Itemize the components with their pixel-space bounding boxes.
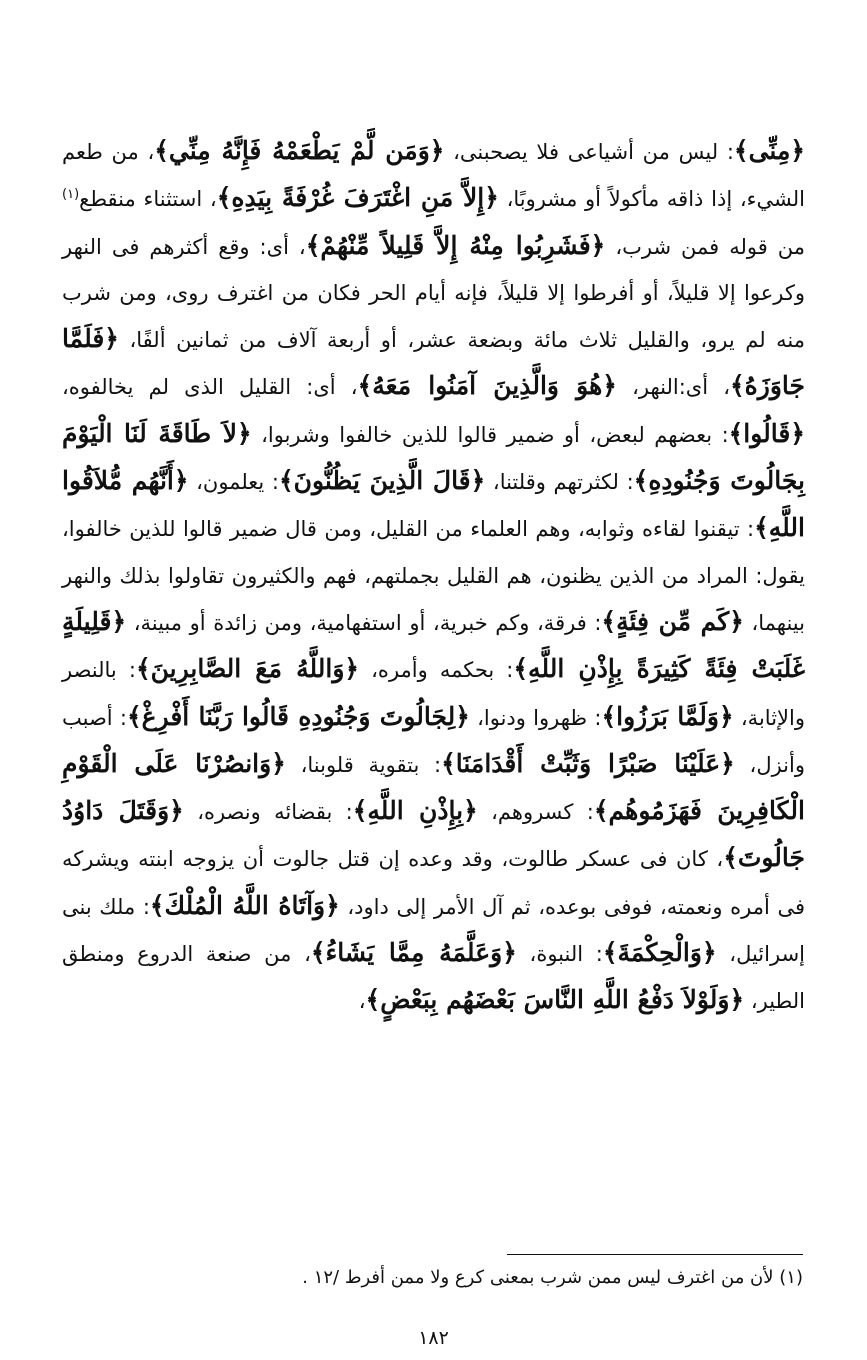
commentary-text: : بقضائه ونصره، [183,800,353,825]
commentary-text: من قوله فمن شرب، [605,234,805,259]
quran-quote: ﴿وَعَلَّمَهُ مِمَّا يَشَاءُ﴾ [310,938,517,968]
quran-quote: ﴿قَلِيلَةٍ غَلَبَتْ فِئَةً كَثِيرَةً بِإِذْنِ اللَّهِ﴾ [62,606,806,684]
quran-quote: ﴿لِجَالُوتَ وَجُنُودِهِ قَالُوا رَبَّنَا أَفْرِغْ﴾ [126,701,470,731]
quran-quote: ﴿بِإِذْنِ اللَّهِ﴾ [352,796,478,826]
quran-quote: ﴿كَم مِّن فِئَةٍ﴾ [601,606,744,636]
commentary-text: : لكثرتهم وقلتنا، [485,470,634,495]
commentary-text: ، كان فى عسكر طالوت، وقد وعده إن قتل جالوت أن يزوجه ابنته ويشركه فى أمره ونعمته، فوفى بوعده، ثم آل الأمر إلى داود، [62,847,805,919]
commentary-text: : بعضهم لبعض، أو ضمير قالوا للذين خالفوا وشربوا، [251,422,729,447]
commentary-text: : ملك بنى إسرائيل، [62,894,806,967]
quran-quote: ﴿لاَ طَاقَةَ لَنَا الْيَوْمَ بِجَالُوتَ وَجُنُودِهِ﴾ [62,418,805,496]
commentary-text: : النبوة، [516,942,603,967]
quran-quote: ﴿قَالَ الَّذِينَ يَظُنُّونَ﴾ [278,466,486,496]
footnote-marker: (١) [62,187,80,203]
commentary-text: ، من طعم الشيء، إذا ذاقه مأكولاً أو مشروبًا، [62,140,805,212]
quran-quote: ﴿وَلَمَّا بَرَزُوا﴾ [601,701,734,731]
commentary-text: ، [358,989,366,1014]
quran-quote: ﴿وَالْحِكْمَةَ﴾ [602,938,717,968]
quran-quote: ﴿إِلاَّ مَنِ اغْتَرَفَ غُرْفَةً بِيَدِهِ﴾ [216,183,499,213]
quran-quote: ﴿وَانصُرْنَا عَلَى الْقَوْمِ الْكَافِرِينَ فَهَزَمُوهُم﴾ [62,748,805,826]
commentary-text: : بتقوية قلوبنا، [285,752,442,777]
quran-quote: ﴿وَلَوْلاَ دَفْعُ اللَّهِ النَّاسَ بَعْضَهُم بِبَعْضٍ﴾ [365,985,745,1015]
commentary-text: : بحكمه وأمره، [359,658,514,683]
quran-quote: ﴿أَنَّهُم مُّلاَقُوا اللَّهِ﴾ [62,466,805,543]
quran-quote: ﴿وَآتَاهُ اللَّهُ الْمُلْكَ﴾ [149,890,340,920]
commentary-text: ، من صنعة الدروع ومنطق الطير، [62,942,805,1014]
quran-quote: ﴿هُوَ وَالَّذِينَ آمَنُوا مَعَهُ﴾ [357,371,617,401]
commentary-text: : بالنصر والإثابة، [62,658,805,730]
commentary-text: : ظهروا ودنوا، [469,705,602,730]
body-text [62,128,805,1025]
commentary-text: ، أى:النهر، [616,375,731,400]
quran-quote: ﴿وَقَتَلَ دَاوُدُ جَالُوتَ﴾ [62,796,805,873]
commentary-text: : تيقنوا لقاءه وثوابه، وهم العلماء من القليل، ومن قال ضمير قالوا للذين خالفوا، يقول: المراد من الذين يظنون، هم القليل بجملتهم، فهم والكثيرون تقاولوا بذلك والنهر بينهما، [62,517,805,635]
quran-quote: ﴿وَمَن لَّمْ يَطْعَمْهُ فَإِنَّهُ مِنِّي﴾ [154,136,445,165]
quran-quote: ﴿قَالُوا﴾ [728,418,805,448]
quran-quote: ﴿مِنِّى﴾ [733,136,805,165]
page-number: ١٨٢ [418,1327,449,1349]
quran-quote: ﴿فَلَمَّا جَاوَزَهُ﴾ [62,324,805,401]
quran-quote: ﴿وَاللَّهُ مَعَ الصَّابِرِينَ﴾ [135,654,360,684]
commentary-text: ، أى: وقع أكثرهم فى النهر وكرعوا إلا قليلاً، أو أفرطوا إلا قليلاً، فإنه أيام الحر فكان من اغترف روى، ومن شرب منه لم يرو، والقليل ثلاث مائة وبضعة عشر، أو أربعة آلاف من ثمانين ألفًا، [62,234,805,353]
footnote-divider [507,1254,803,1255]
commentary-text: ، استثناء منقطع [79,187,217,212]
commentary-text: : كسروهم، [477,800,594,825]
quran-quote: ﴿عَلَيْنَا صَبْرًا وَثَبِّتْ أَقْدَامَنَا﴾ [441,748,735,778]
footnote: (١) لأن من اغترف ليس ممن شرب بمعنى كرع ولا ممن أفرط /١٢ . [302,1267,803,1288]
commentary-text: : فرقة، وكم خبرية، أو استفهامية، ومن زائدة أو مبينة، [126,610,602,635]
quran-quote: ﴿فَشَرِبُوا مِنْهُ إِلاَّ قَلِيلاً مِّنْهُمْ﴾ [305,230,606,260]
commentary-text: : أصبب وأنزل، [62,705,805,777]
commentary-text: ، أى: القليل الذى لم يخالفوه، [62,375,358,400]
commentary-text: : ليس من أشياعى فلا يصحبنى، [444,140,734,164]
commentary-text: : يعلمون، [188,470,279,495]
